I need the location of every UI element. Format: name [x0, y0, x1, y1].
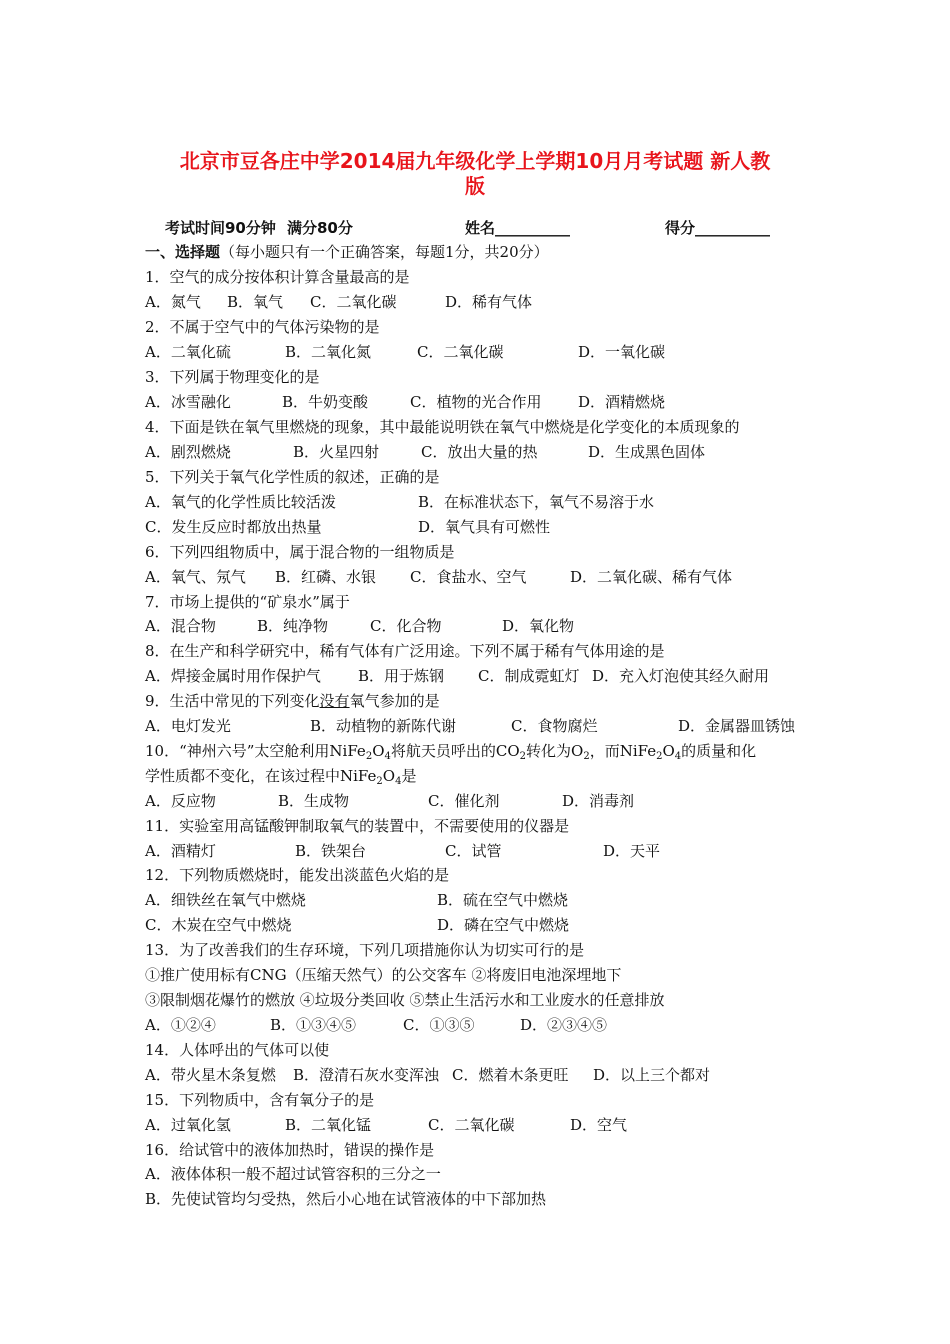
- option-c: C．燃着木条更旺: [452, 1066, 569, 1084]
- subscript: 2: [656, 751, 663, 762]
- option-b: B．在标准状态下，氧气不易溶于水: [418, 493, 655, 511]
- option-d: D．一氧化碳: [578, 343, 666, 361]
- option-b: B．牛奶变酸: [282, 393, 369, 411]
- question-9-stem: [145, 690, 440, 711]
- option-c: C．制成霓虹灯: [478, 667, 580, 685]
- question-3-stem: 3．下列属于物理变化的是: [145, 368, 320, 386]
- subscript: 4: [674, 751, 682, 762]
- option-a: A．电灯发光: [145, 717, 231, 735]
- option-d: D．充入灯泡使其经久耐用: [592, 667, 770, 685]
- question-16-stem: 16．给试管中的液体加热时，错误的操作是: [145, 1141, 435, 1159]
- option-d: D．生成黑色固体: [588, 443, 706, 461]
- option-a: A．带火星木条复燃: [145, 1066, 276, 1084]
- option-b: B．①③④⑤: [270, 1016, 357, 1034]
- stem-text: 转化为O: [526, 742, 584, 760]
- question-11-stem: 11．实验室用高锰酸钾制取氧气的装置中，不需要使用的仪器是: [145, 817, 570, 835]
- option-c: C．①③⑤: [403, 1016, 475, 1034]
- option-a: A．混合物: [145, 617, 216, 635]
- question-10-stem-line1: [145, 740, 756, 762]
- option-b: B．二氧化锰: [285, 1116, 372, 1134]
- option-c: C．化合物: [370, 617, 442, 635]
- question-12-stem: 12．下列物质燃烧时，能发出淡蓝色火焰的是: [145, 866, 450, 884]
- section-title: 一、选择题: [145, 243, 221, 261]
- stem-text: 的质量和化: [681, 742, 757, 760]
- stem-underlined: 没有: [319, 692, 350, 710]
- option-c: C．催化剂: [428, 792, 500, 810]
- option-b: B．氧气: [227, 293, 284, 311]
- option-d: D．以上三个都对: [593, 1066, 711, 1084]
- option-b: B．生成物: [278, 792, 350, 810]
- stem-text: ，而NiFe: [589, 742, 657, 760]
- question-16-option-b: B．先使试管均匀受热，然后小心地在试管液体的中下部加热: [145, 1190, 547, 1208]
- option-c: C．食盐水、空气: [410, 568, 527, 586]
- full-score: 满分80分: [287, 219, 353, 237]
- stem-text: 10．“神州六号”太空舱利用NiFe: [145, 742, 366, 760]
- exam-title-line1: 北京市豆各庄中学2014届九年级化学上学期10月月考试题 新人教: [179, 149, 771, 173]
- option-c: C．食物腐烂: [511, 717, 598, 735]
- stem-text: O: [382, 767, 396, 785]
- option-a: A．过氧化氢: [145, 1116, 231, 1134]
- stem-text: 9．生活中常见的下列变化: [145, 692, 320, 710]
- option-a: A．酒精灯: [145, 842, 216, 860]
- option-c: C．木炭在空气中燃烧: [145, 916, 292, 934]
- question-1-stem: 1．空气的成分按体积计算含量最高的是: [145, 268, 410, 286]
- subscript: 4: [395, 776, 402, 787]
- option-c: C．发生反应时都放出热量: [145, 518, 322, 536]
- option-b: B．火星四射: [293, 443, 380, 461]
- option-c: C．植物的光合作用: [410, 393, 542, 411]
- option-d: D．空气: [570, 1116, 628, 1134]
- question-13-stem: 13．为了改善我们的生存环境，下列几项措施你认为切实可行的是: [145, 941, 585, 959]
- option-d: D．天平: [603, 842, 661, 860]
- subscript: 2: [519, 751, 527, 762]
- option-a: A．氮气: [145, 293, 201, 311]
- subscript: 2: [583, 751, 590, 762]
- option-b: B．澄清石灰水变浑浊: [293, 1066, 440, 1084]
- option-c: C．二氧化碳: [310, 293, 397, 311]
- question-5-stem: 5．下列关于氧气化学性质的叙述，正确的是: [145, 468, 440, 486]
- option-a: A．反应物: [145, 792, 216, 810]
- stem-text: O: [372, 742, 385, 760]
- option-c: C．二氧化碳: [428, 1116, 515, 1134]
- stem-text: 氧气参加的是: [349, 692, 440, 710]
- option-d: D．氧气具有可燃性: [418, 518, 551, 536]
- exam-time: 考试时间90分钟: [165, 219, 276, 237]
- option-a: A．①②④: [145, 1016, 216, 1034]
- question-4-stem: 4．下面是铁在氧气里燃烧的现象，其中最能说明铁在氧气中燃烧是化学变化的本质现象的: [145, 418, 740, 436]
- option-b: B．铁架台: [295, 842, 367, 860]
- subscript: 4: [384, 751, 391, 762]
- stem-text: 将航天员呼出的CO: [390, 742, 520, 760]
- option-d: D．②③④⑤: [520, 1016, 608, 1034]
- option-a: A．焊接金属时用作保护气: [145, 667, 321, 685]
- option-b: B．红磷、水银: [275, 568, 377, 586]
- question-2-stem: 2．不属于空气中的气体污染物的是: [145, 318, 380, 336]
- option-a: A．氧气、氖气: [145, 568, 246, 586]
- question-10-stem-line2: [145, 765, 416, 787]
- question-8-stem: 8．在生产和科学研究中，稀有气体有广泛用途。下列不属于稀有气体用途的是: [145, 642, 665, 660]
- subscript: 2: [376, 776, 383, 787]
- option-b: B．二氧化氮: [285, 343, 372, 361]
- question-6-stem: 6．下列四组物质中，属于混合物的一组物质是: [145, 543, 455, 561]
- question-16-option-a: A．液体体积一般不超过试管容积的三分之一: [145, 1165, 441, 1183]
- stem-text: 是: [401, 767, 417, 785]
- option-b: B．纯净物: [257, 617, 329, 635]
- option-a: A．二氧化硫: [145, 343, 231, 361]
- option-d: D．金属器皿锈蚀: [678, 717, 796, 735]
- score-field: 得分__________: [665, 219, 771, 237]
- option-a: A．细铁丝在氧气中燃烧: [145, 891, 306, 909]
- option-d: D．二氧化碳、稀有气体: [570, 568, 733, 586]
- question-13-items-line2: ③限制烟花爆竹的燃放 ④垃圾分类回收 ⑤禁止生活污水和工业废水的任意排放: [145, 991, 665, 1009]
- option-d: D．稀有气体: [445, 293, 533, 311]
- name-field: 姓名__________: [465, 219, 571, 237]
- option-c: C．试管: [445, 842, 502, 860]
- option-d: D．磷在空气中燃烧: [437, 916, 570, 934]
- option-b: B．用于炼钢: [358, 667, 445, 685]
- option-a: A．氧气的化学性质比较活泼: [145, 493, 336, 511]
- stem-text: 学性质都不变化，在该过程中NiFe: [145, 767, 377, 785]
- question-13-items-line1: ①推广使用标有CNG（压缩天然气）的公交客车 ②将废旧电池深埋地下: [145, 966, 622, 984]
- option-a: A．剧烈燃烧: [145, 443, 231, 461]
- section-note: （每小题只有一个正确答案，每题1分，共20分）: [220, 243, 549, 261]
- option-a: A．冰雪融化: [145, 393, 231, 411]
- option-b: B．动植物的新陈代谢: [310, 717, 457, 735]
- stem-text: O: [662, 742, 675, 760]
- question-14-stem: 14．人体呼出的气体可以使: [145, 1041, 330, 1059]
- question-7-stem: 7．市场上提供的“矿泉水”属于: [145, 593, 350, 611]
- question-15-stem: 15．下列物质中，含有氧分子的是: [145, 1091, 375, 1109]
- option-b: B．硫在空气中燃烧: [437, 891, 569, 909]
- exam-title-line2: 版: [465, 174, 485, 198]
- option-c: C．二氧化碳: [417, 343, 504, 361]
- option-c: C．放出大量的热: [421, 443, 538, 461]
- option-d: D．酒精燃烧: [578, 393, 666, 411]
- option-d: D．消毒剂: [562, 792, 635, 810]
- subscript: 2: [365, 751, 373, 762]
- option-d: D．氧化物: [502, 617, 575, 635]
- section-heading: [145, 241, 549, 262]
